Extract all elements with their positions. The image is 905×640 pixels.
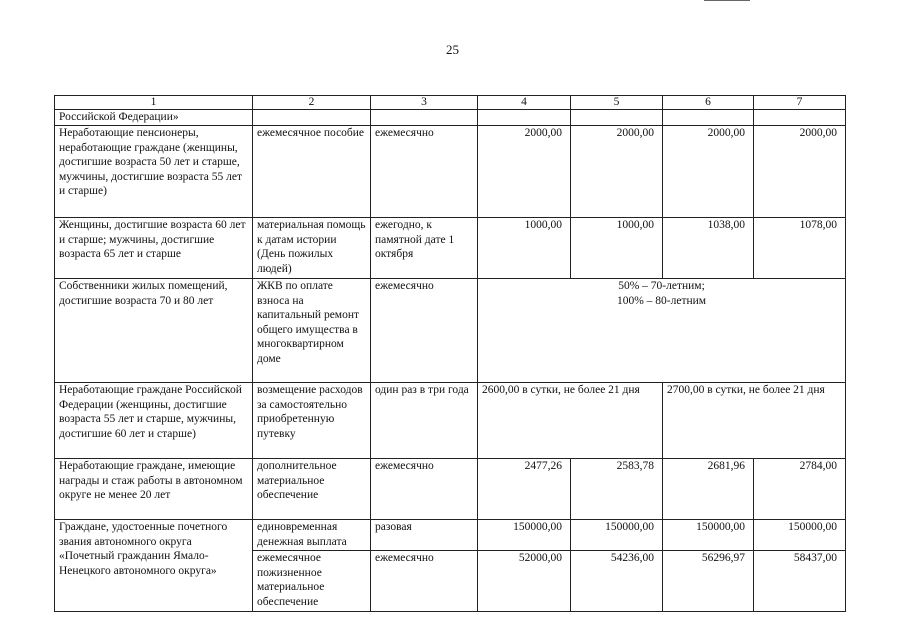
recipient-cell: Женщины, достигшие возраста 60 лет и старше; мужчины, достигшие возраста 65 лет и старше bbox=[55, 218, 253, 279]
amount-cell: 1038,00 bbox=[663, 218, 754, 279]
amount-cell: 2784,00 bbox=[754, 459, 846, 520]
frequency-cell: ежемесячно bbox=[371, 279, 478, 383]
amount-cell: 150000,00 bbox=[478, 520, 571, 551]
frequency-cell: ежегодно, к памятной дате 1 октября bbox=[371, 218, 478, 279]
amount-cell: 150000,00 bbox=[571, 520, 663, 551]
empty-cell bbox=[478, 110, 571, 126]
amount-cell: 2477,26 bbox=[478, 459, 571, 520]
empty-cell bbox=[371, 110, 478, 126]
table-row bbox=[55, 383, 846, 459]
benefits-table bbox=[54, 95, 846, 612]
column-header-row bbox=[55, 96, 846, 110]
amount-cell: 52000,00 bbox=[478, 551, 571, 612]
column-header: 4 bbox=[478, 96, 571, 110]
empty-cell bbox=[754, 110, 846, 126]
table-row bbox=[55, 279, 846, 383]
column-header: 7 bbox=[754, 96, 846, 110]
merged-amount-line: 50% – 70-летним; bbox=[618, 280, 705, 292]
column-header: 1 bbox=[55, 96, 253, 110]
benefit-type-cell: ежемесячное пожизненное материальное обеспечение bbox=[253, 551, 371, 612]
column-header: 6 bbox=[663, 96, 754, 110]
amount-cell: 1000,00 bbox=[478, 218, 571, 279]
benefit-type-cell: единовременная денежная выплата bbox=[253, 520, 371, 551]
recipient-cell: Российской Федерации» bbox=[55, 110, 253, 126]
frequency-cell: ежемесячно bbox=[371, 459, 478, 520]
scan-edge-mark bbox=[704, 0, 750, 2]
benefit-type-cell: ежемесячное пособие bbox=[253, 126, 371, 218]
recipient-cell: Неработающие пенсионеры, неработающие граждане (женщины, достигшие возраста 50 лет и старше, мужчины, достигшие возраста 55 лет и старше) bbox=[55, 126, 253, 218]
recipient-cell: Неработающие граждане, имеющие награды и стаж работы в автономном округе не менее 20 лет bbox=[55, 459, 253, 520]
amount-cell: 2583,78 bbox=[571, 459, 663, 520]
benefit-type-cell: возмещение расходов за самостоятельно приобретенную путевку bbox=[253, 383, 371, 459]
amount-cell: 2000,00 bbox=[478, 126, 571, 218]
amount-cell: 2000,00 bbox=[754, 126, 846, 218]
amount-cell: 1000,00 bbox=[571, 218, 663, 279]
table-row bbox=[55, 126, 846, 218]
table-row bbox=[55, 520, 846, 551]
amount-cell: 2000,00 bbox=[663, 126, 754, 218]
benefit-type-cell: материальная помощь к датам истории (День пожилых людей) bbox=[253, 218, 371, 279]
amount-cell: 150000,00 bbox=[663, 520, 754, 551]
empty-cell bbox=[571, 110, 663, 126]
column-header: 3 bbox=[371, 96, 478, 110]
page-number: 25 bbox=[446, 42, 459, 57]
merged-amount-line: 100% – 80-летним bbox=[616, 294, 707, 307]
amount-cell: 150000,00 bbox=[754, 520, 846, 551]
recipient-cell: Граждане, удостоенные почетного звания автономного округа «Почетный гражданин Ямало-Ненецкого автономного округа» bbox=[55, 520, 253, 612]
column-header: 5 bbox=[571, 96, 663, 110]
benefit-type-cell: ЖКВ по оплате взноса на капитальный ремонт общего имущества в многоквартирном доме bbox=[253, 279, 371, 383]
merged-amount-cell bbox=[478, 279, 846, 383]
merged-amount-cell: 2600,00 в сутки, не более 21 дня bbox=[478, 383, 663, 459]
table-row bbox=[55, 459, 846, 520]
amount-cell: 2681,96 bbox=[663, 459, 754, 520]
amount-cell: 2000,00 bbox=[571, 126, 663, 218]
recipient-cell: Неработающие граждане Российской Федерации (женщины, достигшие возраста 55 лет и старше, мужчины, достигшие 60 лет и старше) bbox=[55, 383, 253, 459]
frequency-cell: один раз в три года bbox=[371, 383, 478, 459]
empty-cell bbox=[663, 110, 754, 126]
merged-amount-cell: 2700,00 в сутки, не более 21 дня bbox=[663, 383, 846, 459]
table-row bbox=[55, 218, 846, 279]
column-header: 2 bbox=[253, 96, 371, 110]
frequency-cell: ежемесячно bbox=[371, 126, 478, 218]
recipient-cell: Собственники жилых помещений, достигшие возраста 70 и 80 лет bbox=[55, 279, 253, 383]
benefit-type-cell: дополнительное материальное обеспечение bbox=[253, 459, 371, 520]
amount-cell: 58437,00 bbox=[754, 551, 846, 612]
amount-cell: 56296,97 bbox=[663, 551, 754, 612]
frequency-cell: разовая bbox=[371, 520, 478, 551]
frequency-cell: ежемесячно bbox=[371, 551, 478, 612]
amount-cell: 1078,00 bbox=[754, 218, 846, 279]
amount-cell: 54236,00 bbox=[571, 551, 663, 612]
table-row bbox=[55, 110, 846, 126]
empty-cell bbox=[253, 110, 371, 126]
